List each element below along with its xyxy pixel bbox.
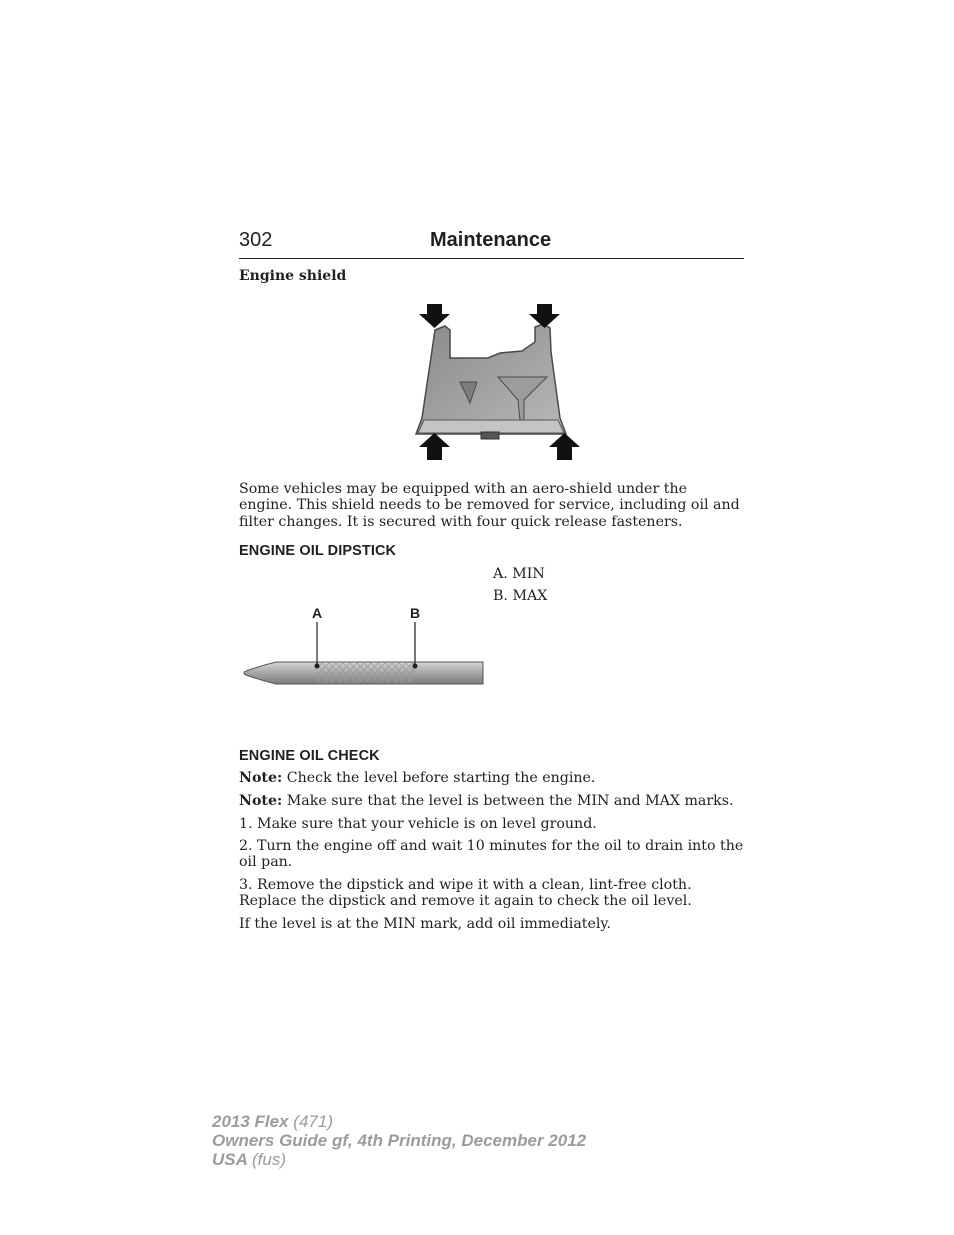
note-text: Make sure that the level is between the MIN and MAX marks.	[286, 793, 734, 809]
chapter-title: Maintenance	[430, 229, 552, 251]
footer-printing-line: Owners Guide gf, 4th Printing, December 2012	[212, 1131, 587, 1150]
arrow-down-icon	[529, 304, 560, 328]
arrow-up-icon	[419, 433, 450, 460]
engine-shield-title: Engine shield	[239, 268, 347, 284]
note-min-max	[239, 793, 744, 809]
min-mark-instruction: If the level is at the MIN mark, add oil immediately.	[239, 916, 612, 932]
note-label: Note:	[239, 793, 283, 809]
page-number: 302	[239, 229, 273, 251]
footer-market-line	[212, 1150, 286, 1170]
dipstick-illustration	[238, 600, 488, 692]
note-label: Note:	[239, 770, 283, 786]
shield-panel	[416, 324, 566, 439]
note-check-level	[239, 770, 744, 786]
footer-model-code: (471)	[293, 1112, 333, 1131]
callout-a-dot	[315, 664, 320, 669]
step-1: 1. Make sure that your vehicle is on level ground.	[239, 816, 597, 832]
callout-a-label: A	[311, 605, 323, 621]
engine-shield-illustration	[400, 300, 585, 462]
step-2: 2. Turn the engine off and wait 10 minutes for the oil to drain into the oil pan.	[239, 838, 744, 871]
step-3: 3. Remove the dipstick and wipe it with a clean, lint-free cloth. Replace the dipstick and remove it again to check the oil level.	[239, 877, 692, 910]
legend-max: B. MAX	[493, 588, 548, 604]
header-rule	[239, 258, 744, 259]
engine-oil-check-heading: ENGINE OIL CHECK	[239, 748, 380, 764]
note-text: Check the level before starting the engine.	[286, 770, 596, 786]
legend-min: A. MIN	[493, 566, 545, 582]
callout-b-label: B	[409, 605, 421, 621]
callout-b-dot	[413, 664, 418, 669]
engine-oil-dipstick-heading: ENGINE OIL DIPSTICK	[239, 543, 397, 559]
arrow-up-icon	[549, 433, 580, 460]
footer-model-line	[212, 1112, 333, 1132]
footer-market: USA	[212, 1150, 248, 1169]
engine-shield-paragraph: Some vehicles may be equipped with an aero-shield under the engine. This shield needs to be removed for service, including oil and filter changes. It is secured with four quick release fasteners.	[239, 481, 740, 530]
footer-market-code: (fus)	[252, 1150, 286, 1169]
arrow-down-icon	[419, 304, 450, 328]
footer-model: 2013 Flex	[212, 1112, 289, 1131]
dipstick-rod	[244, 662, 483, 684]
